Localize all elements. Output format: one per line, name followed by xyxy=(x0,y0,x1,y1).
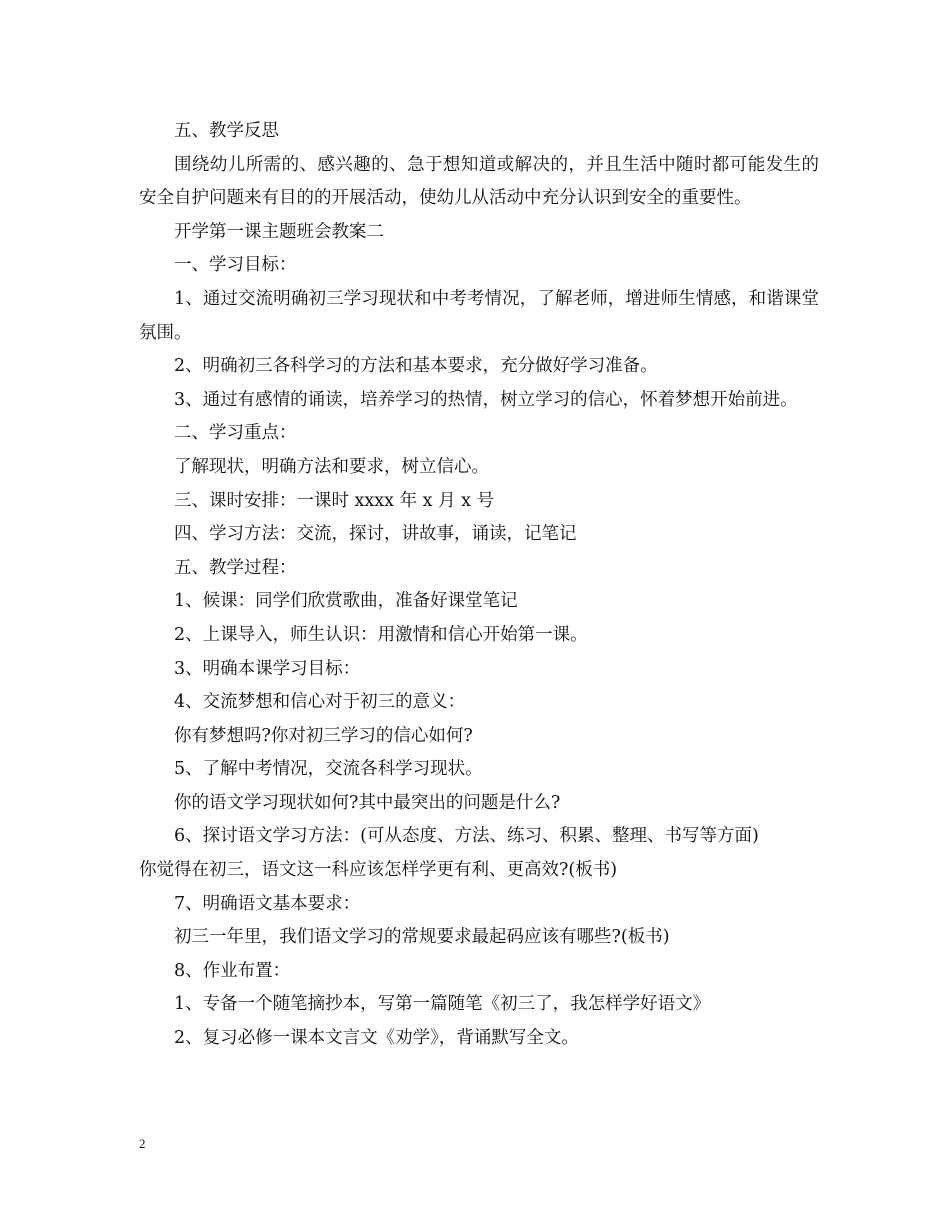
list-item: 5、了解中考情况，交流各科学习现状。 xyxy=(174,759,483,780)
paragraph: 了解现状，明确方法和要求，树立信心。 xyxy=(174,456,489,477)
list-item: 4、交流梦想和信心对于初三的意义： xyxy=(174,692,466,713)
list-item: 2、上课导入，师生认识：用激情和信心开始第一课。 xyxy=(174,624,588,645)
section-heading: 五、教学反思 xyxy=(174,121,279,141)
document-body xyxy=(139,115,819,1056)
lesson-title: 开学第一课主题班会教案二 xyxy=(174,221,384,242)
list-item: 7、明确语文基本要求： xyxy=(174,893,361,914)
list-item: 3、明确本课学习目标： xyxy=(174,658,361,679)
paragraph: 四、学习方法：交流，探讨，讲故事，诵读，记笔记 xyxy=(174,524,577,545)
list-item: 1、候课：同学们欣赏歌曲，准备好课堂笔记 xyxy=(174,591,518,612)
paragraph: 围绕幼儿所需的、感兴趣的、急于想知道或解决的，并且生活中随时都可能发生的安全自护问题来有目的的开展活动，使幼儿从活动中充分认识到安全的重要性。 xyxy=(139,154,819,209)
list-item: 2、复习必修一课本文言文《劝学》，背诵默写全文。 xyxy=(174,1028,579,1049)
list-item: 1、专备一个随笔摘抄本，写第一篇随笔《初三了，我怎样学好语文》 xyxy=(174,994,711,1015)
page-number: 2 xyxy=(139,1136,146,1151)
list-item: 6、探讨语文学习方法：(可从态度、方法、练习、积累、整理、书写等方面) xyxy=(174,826,759,847)
list-item: 8、作业布置： xyxy=(174,960,291,981)
section-heading: 五、教学过程： xyxy=(174,557,297,578)
paragraph: 三、课时安排：一课时 xxxx 年 x 月 x 号 xyxy=(174,490,495,511)
paragraph: 你有梦想吗?你对初三学习的信心如何? xyxy=(174,725,473,746)
list-item: 1、通过交流明确初三学习现状和中考考情况，了解老师，增进师生情感，和谐课堂氛围。 xyxy=(139,288,819,343)
list-item: 2、明确初三各科学习的方法和基本要求，充分做好学习准备。 xyxy=(174,356,658,377)
paragraph: 你的语文学习现状如何?其中最突出的问题是什么? xyxy=(174,792,561,813)
list-item: 3、通过有感情的诵读，培养学习的热情，树立学习的信心，怀着梦想开始前进。 xyxy=(174,389,798,410)
paragraph: 初三一年里，我们语文学习的常规要求最起码应该有哪些?(板书) xyxy=(174,927,670,948)
section-heading: 二、学习重点： xyxy=(174,423,297,444)
section-heading: 一、学习目标： xyxy=(174,255,297,276)
paragraph: 你觉得在初三，语文这一科应该怎样学更有利、更高效?(板书) xyxy=(139,860,618,881)
